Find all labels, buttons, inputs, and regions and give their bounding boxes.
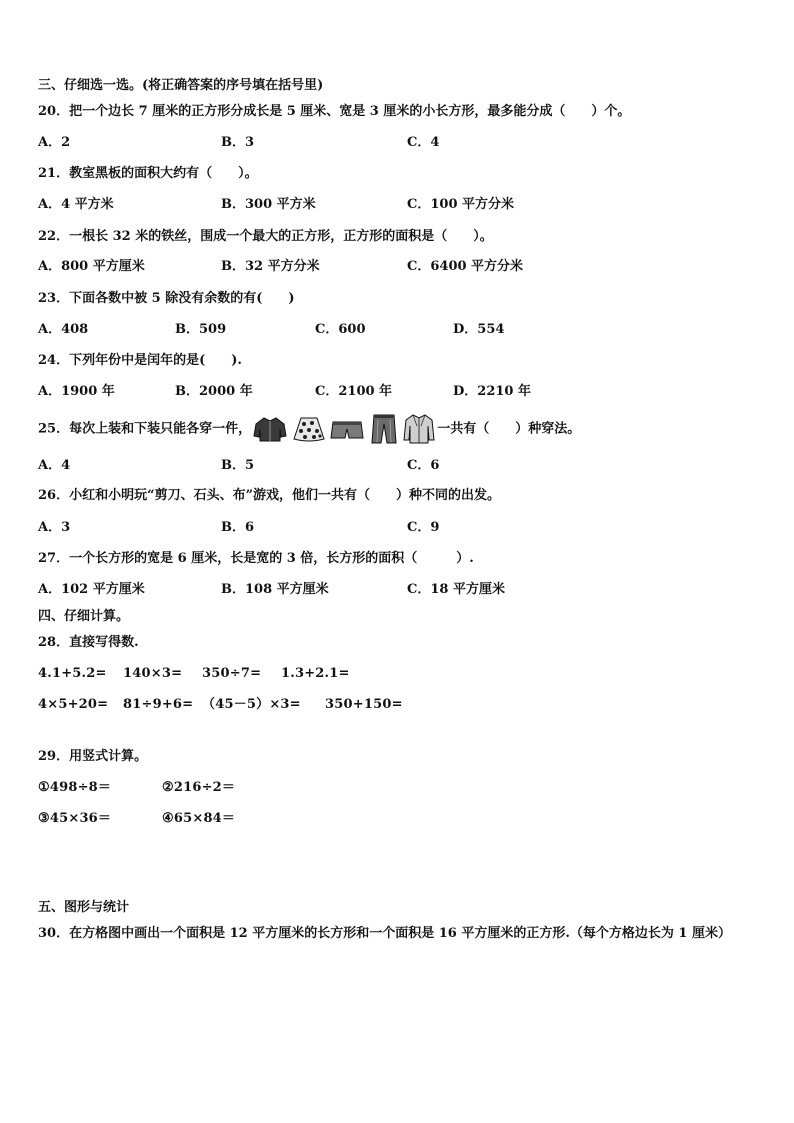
question-20-stem: 20．把一个边长 7 厘米的正方形分成长是 5 厘米、宽是 3 厘米的小长方形，最多能分成（ ）个。 [38, 104, 631, 119]
calc-item: 4×5+20= [38, 697, 109, 712]
calc-item: （45－5）×3= [202, 697, 301, 712]
calc-item: 81÷9+6= [123, 697, 194, 712]
calc-row-2 [38, 697, 738, 713]
calc-item: 350÷7= [202, 666, 262, 681]
question-21-stem: 21．教室黑板的面积大约有（ ）。 [38, 166, 258, 181]
question-25-stem [38, 413, 580, 445]
skirt-icon [292, 416, 326, 442]
option-c: C．9 [407, 520, 440, 535]
option-c: C．600 [315, 322, 366, 337]
question-29-stem: 29．用竖式计算。 [38, 749, 148, 764]
question-25-stem-after: 一共有（ ）种穿法。 [437, 421, 581, 437]
option-a: A．408 [38, 322, 89, 337]
option-c: C．2100 年 [315, 384, 393, 399]
question-23-options [38, 322, 738, 338]
question-24-stem: 24．下列年份中是闰年的是( ). [38, 353, 242, 368]
option-b: B．2000 年 [175, 384, 253, 399]
pants-icon [369, 414, 399, 444]
calc-item: 4.1+5.2= [38, 666, 107, 681]
question-26-stem: 26．小红和小明玩“剪刀、石头、布”游戏，他们一共有（ ）种不同的出发。 [38, 488, 501, 503]
section-3-heading: 三、仔细选一选。(将正确答案的序号填在括号里) [38, 78, 324, 93]
question-24-options [38, 384, 738, 400]
vertical-calc-row-1 [38, 780, 738, 796]
question-30-stem: 30．在方格图中画出一个面积是 12 平方厘米的长方形和一个面积是 16 平方厘米的正方形.（每个方格边长为 1 厘米） [38, 926, 731, 941]
question-27-options [38, 582, 738, 598]
option-b: B．300 平方米 [221, 197, 316, 212]
section-5-heading: 五、图形与统计 [38, 900, 130, 915]
section-4-heading: 四、仔细计算。 [38, 609, 130, 624]
calc-item: 1.3+2.1= [281, 666, 350, 681]
option-b: B．6 [221, 520, 255, 535]
calc-row-1 [38, 666, 738, 682]
vertical-calc-item: ④65×84＝ [162, 811, 236, 826]
option-b: B．5 [221, 458, 255, 473]
question-22-stem: 22．一根长 32 米的铁丝，围成一个最大的正方形，正方形的面积是（ ）。 [38, 229, 493, 244]
question-23-stem: 23．下面各数中被 5 除没有余数的有( ) [38, 291, 295, 306]
option-d: D．554 [453, 322, 505, 337]
option-a: A．2 [38, 135, 71, 150]
option-b: B．3 [221, 135, 255, 150]
question-21-options [38, 197, 738, 213]
option-c: C．6400 平方分米 [407, 259, 524, 274]
calc-item: 140×3= [123, 666, 183, 681]
option-c: C．4 [407, 135, 440, 150]
option-a: A．1900 年 [38, 384, 115, 399]
option-a: A．800 平方厘米 [38, 259, 145, 274]
option-a: A．4 [38, 458, 71, 473]
option-b: B．108 平方厘米 [221, 582, 329, 597]
option-c: C．100 平方分米 [407, 197, 515, 212]
option-c: C．6 [407, 458, 440, 473]
option-a: A．4 平方米 [38, 197, 114, 212]
question-26-options [38, 520, 738, 536]
calc-item: 350+150= [325, 697, 403, 712]
shorts-icon [330, 416, 364, 442]
option-b: B．509 [175, 322, 227, 337]
vertical-calc-item: ①498÷8＝ [38, 780, 112, 795]
question-28-stem: 28．直接写得数. [38, 635, 139, 650]
option-a: A．102 平方厘米 [38, 582, 145, 597]
question-25-options [38, 458, 738, 474]
option-d: D．2210 年 [453, 384, 531, 399]
option-a: A．3 [38, 520, 71, 535]
vertical-calc-item: ②216÷2＝ [162, 780, 236, 795]
clothing-icons [253, 413, 435, 445]
question-20-options [38, 135, 738, 151]
option-b: B．32 平方分米 [221, 259, 320, 274]
vertical-calc-row-2 [38, 811, 738, 827]
question-27-stem: 27．一个长方形的宽是 6 厘米，长是宽的 3 倍，长方形的面积（ ）. [38, 551, 474, 566]
coat-icon [403, 414, 435, 444]
question-25-stem-before: 25．每次上装和下装只能各穿一件， [38, 421, 252, 437]
vertical-calc-item: ③45×36＝ [38, 811, 112, 826]
option-c: C．18 平方厘米 [407, 582, 505, 597]
question-22-options [38, 259, 738, 275]
jacket-icon [253, 416, 287, 442]
